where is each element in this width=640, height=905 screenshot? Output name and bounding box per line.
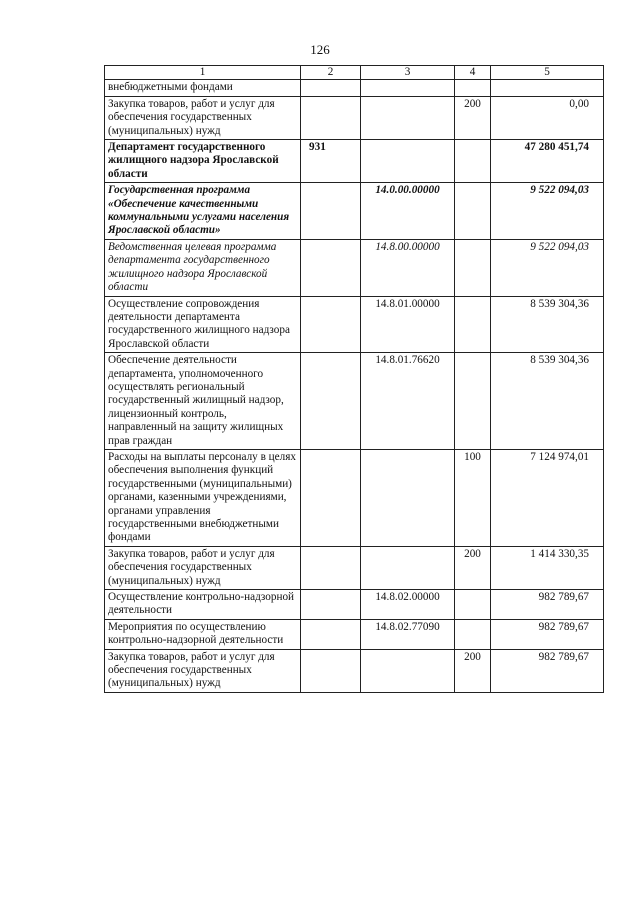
table-row [105, 96, 604, 139]
target-code-cell [361, 649, 455, 692]
table-row [105, 353, 604, 450]
dept-code-cell [301, 619, 361, 649]
target-code-cell [361, 546, 455, 589]
dept-code-cell [301, 590, 361, 620]
table-row [105, 590, 604, 620]
target-code-cell: 14.8.01.00000 [361, 296, 455, 353]
table-row [105, 649, 604, 692]
expense-type-cell [455, 353, 491, 450]
expense-type-cell [455, 140, 491, 183]
row-name-cell: Закупка товаров, работ и услуг для обеспечения государственных (муниципальных) нужд [105, 96, 301, 139]
row-name-cell: Закупка товаров, работ и услуг для обеспечения государственных (муниципальных) нужд [105, 649, 301, 692]
row-name-cell: Обеспечение деятельности департамента, уполномоченного осуществлять региональный государственный жилищный надзор, лицензионный контроль, направленный на защиту жилищных прав граждан [105, 353, 301, 450]
column-header-4: 4 [455, 66, 491, 80]
row-name-cell: Департамент государственного жилищного надзора Ярославской области [105, 140, 301, 183]
amount-cell: 1 414 330,35 [491, 546, 604, 589]
expense-type-cell [455, 590, 491, 620]
expense-type-cell: 200 [455, 649, 491, 692]
row-name-cell: Осуществление контрольно-надзорной деятельности [105, 590, 301, 620]
table-row [105, 239, 604, 296]
expense-type-cell: 200 [455, 546, 491, 589]
amount-cell: 9 522 094,03 [491, 183, 604, 240]
target-code-cell [361, 96, 455, 139]
dept-code-cell [301, 546, 361, 589]
budget-table [104, 65, 604, 693]
expense-type-cell [455, 296, 491, 353]
column-header-5: 5 [491, 66, 604, 80]
dept-code-cell [301, 96, 361, 139]
column-number-row [105, 66, 604, 80]
dept-code-cell [301, 183, 361, 240]
target-code-cell: 14.0.00.00000 [361, 183, 455, 240]
expense-type-cell [455, 619, 491, 649]
amount-cell: 9 522 094,03 [491, 239, 604, 296]
target-code-cell: 14.8.02.00000 [361, 590, 455, 620]
dept-code-cell [301, 649, 361, 692]
row-name-cell: Государственная программа «Обеспечение качественными коммунальными услугами населения Ярославской области» [105, 183, 301, 240]
dept-code-cell [301, 449, 361, 546]
dept-code-cell [301, 80, 361, 96]
page-number: 126 [310, 42, 330, 57]
amount-cell [491, 80, 604, 96]
table-body [105, 66, 604, 693]
expense-type-cell [455, 183, 491, 240]
amount-cell: 8 539 304,36 [491, 296, 604, 353]
row-name-cell: Расходы на выплаты персоналу в целях обеспечения выполнения функций государственными (муниципальными) органами, казенными учреждениями, органами управления государственными внебюджетными фондами [105, 449, 301, 546]
target-code-cell: 14.8.02.77090 [361, 619, 455, 649]
target-code-cell [361, 140, 455, 183]
target-code-cell: 14.8.00.00000 [361, 239, 455, 296]
row-name-cell: Мероприятия по осуществлению контрольно-надзорной деятельности [105, 619, 301, 649]
column-header-1: 1 [105, 66, 301, 80]
target-code-cell: 14.8.01.76620 [361, 353, 455, 450]
column-header-3: 3 [361, 66, 455, 80]
dept-code-cell [301, 353, 361, 450]
table-row [105, 183, 604, 240]
expense-type-cell [455, 80, 491, 96]
table-row [105, 296, 604, 353]
dept-code-cell: 931 [301, 140, 361, 183]
amount-cell: 47 280 451,74 [491, 140, 604, 183]
target-code-cell [361, 80, 455, 96]
column-header-2: 2 [301, 66, 361, 80]
table-row [105, 619, 604, 649]
amount-cell: 7 124 974,01 [491, 449, 604, 546]
amount-cell: 8 539 304,36 [491, 353, 604, 450]
amount-cell: 982 789,67 [491, 649, 604, 692]
expense-type-cell: 200 [455, 96, 491, 139]
dept-code-cell [301, 296, 361, 353]
target-code-cell [361, 449, 455, 546]
table-row [105, 80, 604, 96]
row-name-cell: Ведомственная целевая программа департамента государственного жилищного надзора Ярославской области [105, 239, 301, 296]
row-name-cell: Осуществление сопровождения деятельности департамента государственного жилищного надзора Ярославской области [105, 296, 301, 353]
table-row [105, 546, 604, 589]
amount-cell: 982 789,67 [491, 619, 604, 649]
amount-cell: 982 789,67 [491, 590, 604, 620]
table-row [105, 449, 604, 546]
amount-cell: 0,00 [491, 96, 604, 139]
expense-type-cell: 100 [455, 449, 491, 546]
expense-type-cell [455, 239, 491, 296]
row-name-cell: внебюджетными фондами [105, 80, 301, 96]
table-row [105, 140, 604, 183]
row-name-cell: Закупка товаров, работ и услуг для обеспечения государственных (муниципальных) нужд [105, 546, 301, 589]
dept-code-cell [301, 239, 361, 296]
